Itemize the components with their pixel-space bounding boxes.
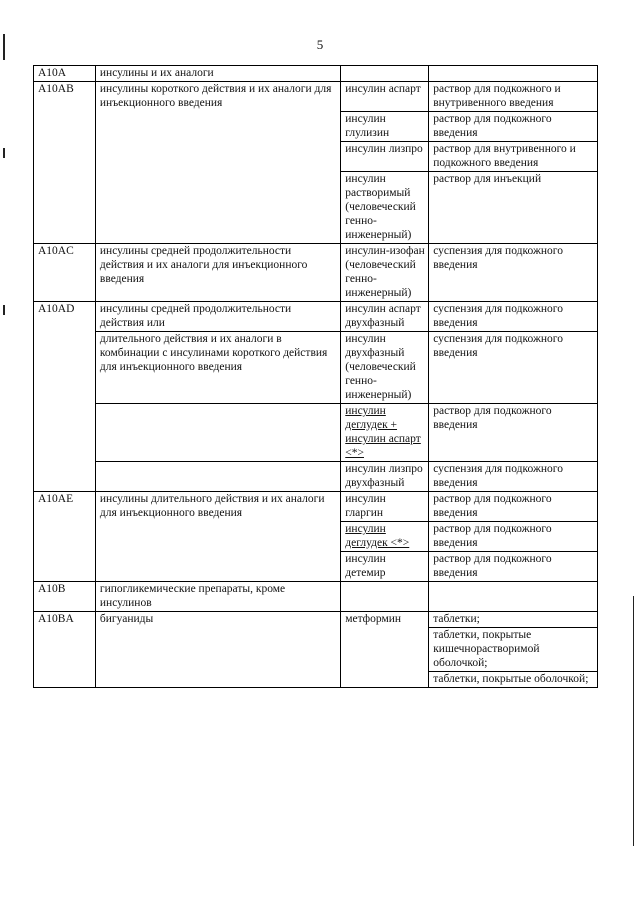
- group-name: [95, 462, 340, 492]
- table-row: [34, 66, 598, 82]
- group-name: инсулины и их аналоги: [95, 66, 340, 82]
- margin-mark: [633, 596, 634, 846]
- substance-cell: инсулин-изофан (человеческий генно-инженерный): [341, 244, 429, 302]
- group-name: гипогликемические препараты, кроме инсулинов: [95, 582, 340, 612]
- form-cell: раствор для подкожного введения: [429, 552, 598, 582]
- atc-code: A10AD: [34, 302, 96, 492]
- table-row: [34, 404, 598, 462]
- substance-cell: инсулин аспарт двухфазный: [341, 302, 429, 332]
- table-row: [34, 582, 598, 612]
- form-cell: [429, 582, 598, 612]
- substance-cell: инсулин гларгин: [341, 492, 429, 522]
- table-row: [34, 492, 598, 522]
- substance-cell: инсулин деглудек <*>: [341, 522, 429, 552]
- group-name: инсулины средней продолжительности действия или: [95, 302, 340, 332]
- substance-cell: инсулин двухфазный (человеческий генно-инженерный): [341, 332, 429, 404]
- group-name: инсулины короткого действия и их аналоги для инъекционного введения: [95, 82, 340, 244]
- atc-code: A10AE: [34, 492, 96, 582]
- margin-mark: [3, 148, 5, 158]
- group-name: инсулины длительного действия и их аналоги для инъекционного введения: [95, 492, 340, 582]
- table-row: [34, 332, 598, 404]
- form-cell: раствор для инъекций: [429, 172, 598, 244]
- atc-code: A10AB: [34, 82, 96, 244]
- form-cell: раствор для подкожного введения: [429, 492, 598, 522]
- atc-code: A10BA: [34, 612, 96, 688]
- substance-cell: метформин: [341, 612, 429, 688]
- margin-mark: [3, 305, 5, 315]
- form-cell: таблетки, покрытые кишечнорастворимой оболочкой;: [429, 628, 598, 672]
- form-cell: раствор для внутривенного и подкожного введения: [429, 142, 598, 172]
- form-cell: суспензия для подкожного введения: [429, 244, 598, 302]
- group-name: бигуаниды: [95, 612, 340, 688]
- substance-cell: инсулин лизпро двухфазный: [341, 462, 429, 492]
- form-cell: раствор для подкожного введения: [429, 112, 598, 142]
- atc-code: A10B: [34, 582, 96, 612]
- table-row: [34, 612, 598, 628]
- group-name: инсулины средней продолжительности действия и их аналоги для инъекционного введения: [95, 244, 340, 302]
- form-cell: суспензия для подкожного введения: [429, 302, 598, 332]
- substance-cell: инсулин растворимый (человеческий генно-инженерный): [341, 172, 429, 244]
- form-cell: [429, 66, 598, 82]
- substance-cell: инсулин детемир: [341, 552, 429, 582]
- drug-table: [33, 65, 598, 688]
- table-row: [34, 82, 598, 112]
- form-cell: раствор для подкожного введения: [429, 404, 598, 462]
- substance-cell: инсулин аспарт: [341, 82, 429, 112]
- form-cell: суспензия для подкожного введения: [429, 462, 598, 492]
- substance-cell: [341, 582, 429, 612]
- group-name: [95, 404, 340, 462]
- group-name: длительного действия и их аналоги в комбинации с инсулинами короткого действия для инъекционного введения: [95, 332, 340, 404]
- form-cell: раствор для подкожного и внутривенного введения: [429, 82, 598, 112]
- form-cell: таблетки;: [429, 612, 598, 628]
- page-number: 5: [316, 37, 324, 52]
- substance-cell: инсулин деглудек + инсулин аспарт <*>: [341, 404, 429, 462]
- form-cell: таблетки, покрытые оболочкой;: [429, 672, 598, 688]
- table-row: [34, 302, 598, 332]
- substance-cell: [341, 66, 429, 82]
- substance-cell: инсулин лизпро: [341, 142, 429, 172]
- atc-code: A10A: [34, 66, 96, 82]
- atc-code: A10AC: [34, 244, 96, 302]
- substance-cell: инсулин глулизин: [341, 112, 429, 142]
- form-cell: раствор для подкожного введения: [429, 522, 598, 552]
- margin-mark: [3, 34, 5, 60]
- table-row: [34, 462, 598, 492]
- form-cell: суспензия для подкожного введения: [429, 332, 598, 404]
- table-row: [34, 244, 598, 302]
